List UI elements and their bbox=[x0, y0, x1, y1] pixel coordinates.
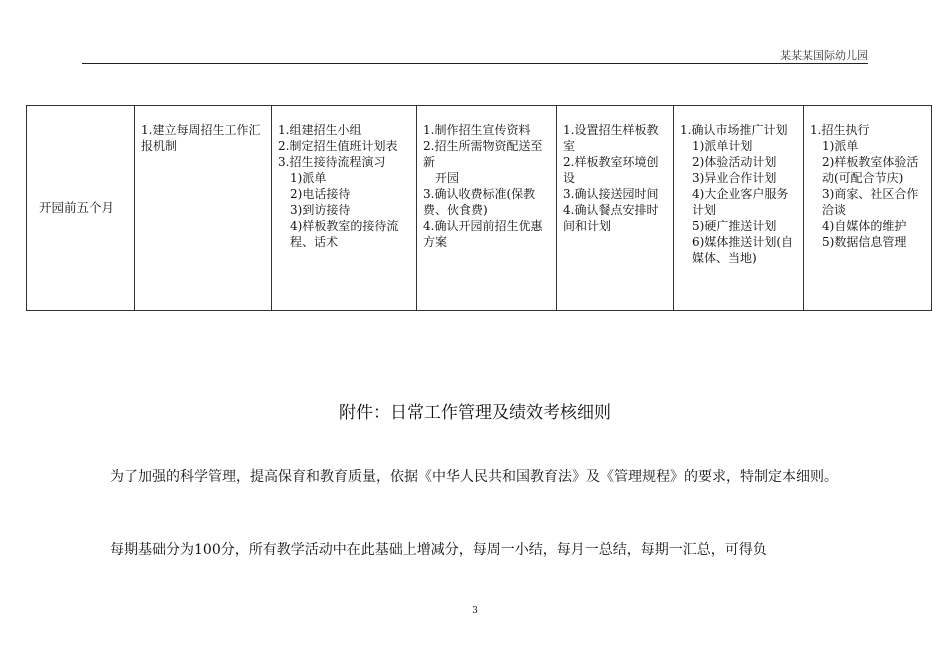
table-cell bbox=[557, 106, 674, 311]
cell-line: 3.确认接送园时间 bbox=[563, 187, 659, 201]
table-cell bbox=[804, 106, 932, 311]
cell-line: 4)大企业客户服务计划 bbox=[692, 187, 789, 217]
paragraph: 每期基础分为100分，所有教学活动中在此基础上增减分，每周一小结，每月一总结，每期一汇总，可得负 bbox=[110, 542, 767, 558]
cell-line: 3)到访接待 bbox=[290, 203, 351, 217]
cell-line: 4)自媒体的维护 bbox=[822, 219, 907, 233]
cell-line: 1.确认市场推广计划 bbox=[680, 123, 788, 137]
cell-line: 4.确认开园前招生优惠方案 bbox=[423, 219, 543, 249]
cell-line: 2)电话接待 bbox=[290, 187, 351, 201]
cell-line: 开园 bbox=[435, 171, 460, 185]
header-divider bbox=[82, 63, 868, 64]
phase-cell: 开园前五个月 bbox=[27, 106, 135, 311]
cell-line: 1.建立每周招生工作汇报机制 bbox=[141, 123, 261, 153]
enrollment-plan-table bbox=[26, 105, 932, 311]
cell-line: 1.招生执行 bbox=[810, 123, 870, 137]
cell-line: 4.确认餐点安排时间和计划 bbox=[563, 203, 659, 233]
section-title: 附件：日常工作管理及绩效考核细则 bbox=[339, 403, 611, 423]
cell-line: 6)媒体推送计划(自媒体、当地) bbox=[692, 235, 793, 265]
cell-line: 3)商家、社区合作洽谈 bbox=[822, 187, 919, 217]
cell-line: 2)样板教室体验活动(可配合节庆) bbox=[822, 155, 919, 185]
header-org-name: 某某某国际幼儿园 bbox=[780, 49, 868, 62]
cell-line: 1.设置招生样板教室 bbox=[563, 123, 659, 153]
cell-line: 1.制作招生宣传资料 bbox=[423, 123, 531, 137]
table-cell bbox=[135, 106, 272, 311]
paragraph: 为了加强的科学管理，提高保育和教育质量，依据《中华人民共和国教育法》及《管理规程》的要求，特制定本细则。 bbox=[110, 469, 838, 485]
cell-line: 2)体验活动计划 bbox=[692, 155, 777, 169]
cell-line: 2.招生所需物资配送至新 bbox=[423, 139, 543, 169]
table-cell bbox=[272, 106, 417, 311]
cell-line: 1)派单计划 bbox=[692, 139, 753, 153]
cell-line: 3)异业合作计划 bbox=[692, 171, 777, 185]
cell-line: 5)硬广推送计划 bbox=[692, 219, 777, 233]
cell-line: 5)数据信息管理 bbox=[822, 235, 907, 249]
cell-line: 1.组建招生小组 bbox=[278, 123, 362, 137]
table-cell bbox=[674, 106, 804, 311]
cell-line: 1)派单 bbox=[290, 171, 327, 185]
cell-line: 3.确认收费标准(保教费、伙食费) bbox=[423, 187, 536, 217]
table-row bbox=[27, 106, 932, 311]
cell-line: 2.制定招生值班计划表 bbox=[278, 139, 398, 153]
cell-line: 3.招生接待流程演习 bbox=[278, 155, 386, 169]
cell-line: 2.样板教室环境创设 bbox=[563, 155, 659, 185]
table-cell bbox=[417, 106, 557, 311]
page-number: 3 bbox=[472, 606, 478, 616]
cell-line: 1)派单 bbox=[822, 139, 859, 153]
cell-line: 4)样板教室的接待流程、话术 bbox=[290, 219, 399, 249]
